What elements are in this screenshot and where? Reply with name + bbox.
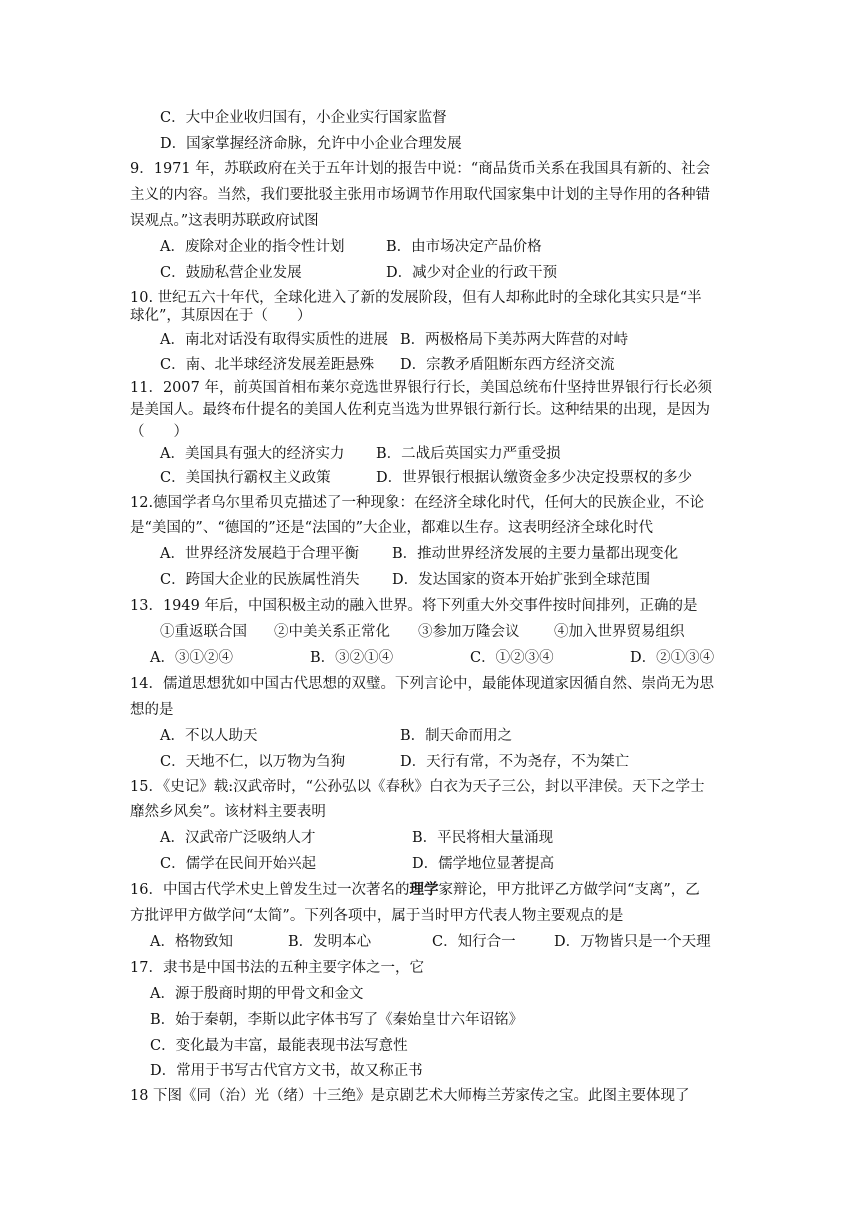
q10-stem-line1: 10. 世纪五六十年代，全球化进入了新的发展阶段，但有人却称此时的全球化其实只是“半 (130, 290, 702, 306)
q15-option-a: A．汉武帝广泛吸纳人才 (160, 830, 316, 846)
q14-stem-line1: 14．儒道思想犹如中国古代思想的双璧。下列言论中，最能体现道家因循自然、崇尚无为思 (130, 676, 714, 692)
q10-option-c: C．南、北半球经济发展差距悬殊 (160, 357, 375, 373)
q15-option-b: B．平民将相大量涌现 (412, 830, 554, 846)
q16-stem-line1 (130, 880, 700, 900)
q11-option-a: A．美国具有强大的经济实力 (160, 446, 345, 462)
q10-stem-line2: 球化”，其原因在于（ ） (130, 308, 312, 324)
q13-stem-line1: 13．1949 年后，中国积极主动的融入世界。将下列重大外交事件按时间排列，正确的是 (130, 598, 698, 614)
q9-stem-line1: 9．1971 年，苏联政府在关于五年计划的报告中说：“商品货币关系在我国具有新的、社会 (130, 161, 711, 177)
q12-option-c: C．跨国大企业的民族属性消失 (160, 572, 360, 588)
q13-event-3: ③参加万隆会议 (418, 624, 520, 640)
q14-option-a: A．不以人助天 (160, 728, 258, 744)
q11-stem-line3: （ ） (130, 424, 188, 440)
q13-option-b: B．③②①④ (310, 650, 394, 666)
q11-stem-line1: 11．2007 年，前英国首相布莱尔竞选世界银行行长，美国总统布什坚持世界银行行长必须 (130, 380, 712, 396)
q17-option-b: B．始于秦朝，李斯以此字体书写了《秦始皇廿六年诏铭》 (150, 1012, 524, 1028)
q17-stem-line1: 17．隶书是中国书法的五种主要字体之一，它 (130, 960, 424, 976)
q16-stem-part-c: 家辩论，甲方批评乙方做学问“支离”，乙 (438, 882, 700, 898)
q16-option-a: A．格物致知 (150, 934, 233, 950)
q9-stem-line3: 误观点。”这表明苏联政府试图 (130, 213, 319, 229)
q13-event-2: ②中美关系正常化 (274, 624, 390, 640)
q14-option-c: C．天地不仁，以万物为刍狗 (160, 754, 346, 770)
q15-stem-line1: 15．《史记》载:汉武帝时，“公孙弘以《春秋》白衣为天子三公，封以平津侯。天下之学士 (130, 779, 705, 795)
q12-option-a: A．世界经济发展趋于合理平衡 (160, 546, 359, 562)
q13-event-4: ④加入世界贸易组织 (554, 624, 685, 640)
q15-stem-line2: 靡然乡风矣”。该材料主要表明 (130, 804, 326, 820)
q17-option-a: A．源于殷商时期的甲骨文和金文 (150, 986, 364, 1002)
q9-option-b: B．由市场决定产品价格 (386, 239, 542, 255)
q9-option-c: C．鼓励私营企业发展 (160, 265, 302, 281)
q8-option-c: C．大中企业收归国有，小企业实行国家监督 (160, 110, 447, 126)
q16-option-c: C．知行合一 (432, 934, 516, 950)
q12-option-b: B．推动世界经济发展的主要力量都出现变化 (392, 546, 679, 562)
q16-stem-keyword: 理学 (409, 881, 439, 898)
q11-option-b: B．二战后英国实力严重受损 (376, 446, 561, 462)
q10-option-d: D．宗教矛盾阻断东西方经济交流 (400, 357, 615, 373)
q16-stem-part-a: 16．中国古代学术史上曾发生过一次著名的 (130, 882, 410, 898)
q12-option-d: D．发达国家的资本开始扩张到全球范围 (392, 572, 651, 588)
q13-event-1: ①重返联合国 (160, 624, 247, 640)
q11-stem-line2: 是美国人。最终布什提名的美国人佐利克当选为世界银行新行长。这种结果的出现，是因为 (130, 402, 710, 418)
q13-option-c: C．①②③④ (470, 650, 554, 666)
q8-option-d: D．国家掌握经济命脉，允许中小企业合理发展 (160, 136, 462, 152)
q16-option-b: B．发明本心 (288, 934, 372, 950)
q9-option-d: D．减少对企业的行政干预 (386, 265, 558, 281)
q14-option-b: B．制天命而用之 (400, 728, 513, 744)
q13-option-a: A．③①②④ (150, 650, 233, 666)
q9-option-a: A．废除对企业的指令性计划 (160, 239, 345, 255)
q12-stem-line1: 12.德国学者乌尔里希贝克描述了一种现象：在经济全球化时代，任何大的民族企业，不论 (130, 495, 705, 511)
q11-option-d: D．世界银行根据认缴资金多少决定投票权的多少 (376, 470, 693, 486)
q15-option-d: D．儒学地位显著提高 (412, 856, 555, 872)
q17-option-d: D．常用于书写古代官方文书，故又称正书 (150, 1063, 423, 1079)
q13-option-d: D．②①③④ (630, 650, 715, 666)
q10-option-a: A．南北对话没有取得实质性的进展 (160, 332, 388, 348)
q12-stem-line2: 是“美国的”、“德国的”还是“法国的”大企业，都难以生存。这表明经济全球化时代 (130, 520, 653, 536)
q16-option-d: D．万物皆只是一个天理 (554, 934, 711, 950)
q15-option-c: C．儒学在民间开始兴起 (160, 856, 317, 872)
q14-stem-line2: 想的是 (130, 702, 174, 718)
q16-stem-line2: 方批评甲方做学问“太简”。下列各项中，属于当时甲方代表人物主要观点的是 (130, 908, 624, 924)
q10-option-b: B．两极格局下美苏两大阵营的对峙 (400, 332, 629, 348)
q14-option-d: D．天行有常，不为尧存，不为桀亡 (400, 754, 630, 770)
q11-option-c: C．美国执行霸权主义政策 (160, 470, 331, 486)
q18-stem-line1: 18 下图《同（治）光（绪）十三绝》是京剧艺术大师梅兰芳家传之宝。此图主要体现了 (130, 1088, 690, 1104)
q17-option-c: C．变化最为丰富，最能表现书法写意性 (150, 1038, 408, 1054)
q9-stem-line2: 主义的内容。当然，我们要批驳主张用市场调节作用取代国家集中计划的主导作用的各种错 (130, 187, 710, 203)
